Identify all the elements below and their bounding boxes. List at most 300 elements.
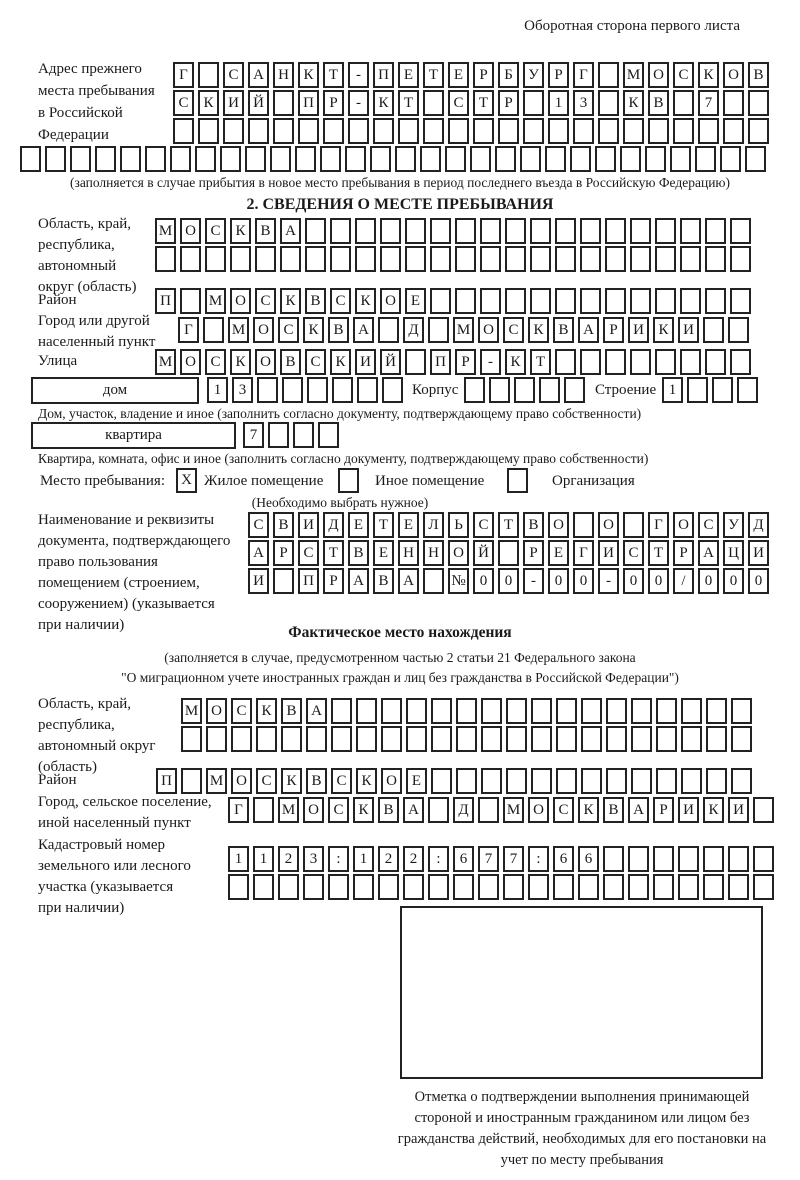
char-cell[interactable]: Е bbox=[348, 512, 369, 538]
char-cell[interactable]: Д bbox=[323, 512, 344, 538]
char-cell[interactable]: 0 bbox=[473, 568, 494, 594]
char-cell[interactable] bbox=[631, 698, 652, 724]
char-cell[interactable]: С bbox=[278, 317, 299, 343]
char-cell[interactable] bbox=[357, 377, 378, 403]
char-cell[interactable] bbox=[373, 118, 394, 144]
char-cell[interactable]: С bbox=[473, 512, 494, 538]
char-cell[interactable] bbox=[703, 874, 724, 900]
char-cell[interactable] bbox=[530, 246, 551, 272]
char-cell[interactable] bbox=[656, 698, 677, 724]
char-cell[interactable]: Д bbox=[453, 797, 474, 823]
char-cell[interactable] bbox=[520, 146, 541, 172]
char-cell[interactable] bbox=[273, 568, 294, 594]
char-cell[interactable] bbox=[531, 726, 552, 752]
char-cell[interactable] bbox=[581, 698, 602, 724]
char-cell[interactable]: Т bbox=[398, 90, 419, 116]
char-cell[interactable]: С bbox=[298, 540, 319, 566]
char-cell[interactable] bbox=[281, 726, 302, 752]
char-cell[interactable] bbox=[405, 246, 426, 272]
char-cell[interactable] bbox=[745, 146, 766, 172]
char-cell[interactable] bbox=[655, 246, 676, 272]
char-cell[interactable] bbox=[398, 118, 419, 144]
char-cell[interactable] bbox=[530, 288, 551, 314]
char-cell[interactable] bbox=[630, 218, 651, 244]
char-cell[interactable]: А bbox=[353, 317, 374, 343]
char-cell[interactable] bbox=[605, 288, 626, 314]
char-cell[interactable]: И bbox=[728, 797, 749, 823]
char-cell[interactable] bbox=[730, 246, 751, 272]
char-cell[interactable] bbox=[453, 874, 474, 900]
char-cell[interactable] bbox=[648, 118, 669, 144]
char-cell[interactable] bbox=[323, 118, 344, 144]
residence-checkbox-inoe[interactable] bbox=[338, 468, 359, 493]
char-cell[interactable]: Н bbox=[273, 62, 294, 88]
char-cell[interactable]: С bbox=[173, 90, 194, 116]
char-cell[interactable] bbox=[748, 118, 769, 144]
char-cell[interactable]: - bbox=[348, 62, 369, 88]
char-cell[interactable] bbox=[405, 218, 426, 244]
char-cell[interactable] bbox=[628, 874, 649, 900]
char-cell[interactable] bbox=[655, 288, 676, 314]
char-cell[interactable]: Е bbox=[405, 288, 426, 314]
char-cell[interactable] bbox=[198, 62, 219, 88]
char-cell[interactable] bbox=[423, 568, 444, 594]
char-cell[interactable]: К bbox=[353, 797, 374, 823]
char-cell[interactable]: В bbox=[305, 288, 326, 314]
char-cell[interactable] bbox=[603, 846, 624, 872]
char-cell[interactable]: А bbox=[628, 797, 649, 823]
char-cell[interactable] bbox=[95, 146, 116, 172]
char-cell[interactable]: К bbox=[505, 349, 526, 375]
char-cell[interactable]: - bbox=[523, 568, 544, 594]
char-cell[interactable] bbox=[545, 146, 566, 172]
char-cell[interactable] bbox=[303, 874, 324, 900]
char-cell[interactable]: О bbox=[648, 62, 669, 88]
char-cell[interactable]: О bbox=[673, 512, 694, 538]
char-cell[interactable] bbox=[320, 146, 341, 172]
char-cell[interactable]: П bbox=[430, 349, 451, 375]
char-cell[interactable]: С bbox=[623, 540, 644, 566]
char-cell[interactable] bbox=[181, 768, 202, 794]
char-cell[interactable]: В bbox=[373, 568, 394, 594]
char-cell[interactable]: Г bbox=[228, 797, 249, 823]
char-cell[interactable]: Т bbox=[473, 90, 494, 116]
char-cell[interactable] bbox=[431, 768, 452, 794]
char-cell[interactable]: 1 bbox=[353, 846, 374, 872]
char-cell[interactable]: С bbox=[205, 349, 226, 375]
char-cell[interactable] bbox=[480, 246, 501, 272]
char-cell[interactable]: М bbox=[205, 288, 226, 314]
char-cell[interactable]: Д bbox=[403, 317, 424, 343]
char-cell[interactable] bbox=[573, 118, 594, 144]
char-cell[interactable] bbox=[455, 246, 476, 272]
char-cell[interactable] bbox=[203, 317, 224, 343]
char-cell[interactable]: С bbox=[255, 288, 276, 314]
char-cell[interactable] bbox=[430, 218, 451, 244]
char-cell[interactable]: С bbox=[698, 512, 719, 538]
char-cell[interactable]: Б bbox=[498, 62, 519, 88]
char-cell[interactable] bbox=[628, 846, 649, 872]
char-cell[interactable]: М bbox=[181, 698, 202, 724]
char-cell[interactable] bbox=[603, 874, 624, 900]
char-cell[interactable] bbox=[228, 874, 249, 900]
char-cell[interactable] bbox=[731, 768, 752, 794]
char-cell[interactable] bbox=[378, 317, 399, 343]
char-cell[interactable] bbox=[680, 218, 701, 244]
char-cell[interactable] bbox=[330, 246, 351, 272]
char-cell[interactable] bbox=[606, 698, 627, 724]
char-cell[interactable] bbox=[431, 726, 452, 752]
char-cell[interactable] bbox=[382, 377, 403, 403]
char-cell[interactable] bbox=[230, 246, 251, 272]
char-cell[interactable]: С bbox=[223, 62, 244, 88]
char-cell[interactable]: Ь bbox=[448, 512, 469, 538]
char-cell[interactable]: Д bbox=[748, 512, 769, 538]
char-cell[interactable] bbox=[555, 246, 576, 272]
char-cell[interactable]: О bbox=[380, 288, 401, 314]
char-cell[interactable] bbox=[345, 146, 366, 172]
char-cell[interactable]: Р bbox=[273, 540, 294, 566]
char-cell[interactable]: Е bbox=[398, 512, 419, 538]
char-cell[interactable] bbox=[656, 768, 677, 794]
char-cell[interactable] bbox=[456, 768, 477, 794]
char-cell[interactable]: О bbox=[548, 512, 569, 538]
char-cell[interactable]: Т bbox=[373, 512, 394, 538]
char-cell[interactable] bbox=[405, 349, 426, 375]
char-cell[interactable]: А bbox=[280, 218, 301, 244]
char-cell[interactable]: В bbox=[328, 317, 349, 343]
char-cell[interactable]: 0 bbox=[498, 568, 519, 594]
char-cell[interactable]: К bbox=[623, 90, 644, 116]
char-cell[interactable] bbox=[505, 288, 526, 314]
char-cell[interactable]: - bbox=[598, 568, 619, 594]
char-cell[interactable] bbox=[480, 218, 501, 244]
char-cell[interactable] bbox=[70, 146, 91, 172]
char-cell[interactable] bbox=[428, 797, 449, 823]
char-cell[interactable]: С bbox=[305, 349, 326, 375]
char-cell[interactable] bbox=[531, 698, 552, 724]
char-cell[interactable] bbox=[256, 726, 277, 752]
char-cell[interactable] bbox=[556, 726, 577, 752]
char-cell[interactable] bbox=[555, 218, 576, 244]
char-cell[interactable]: М bbox=[453, 317, 474, 343]
char-cell[interactable] bbox=[598, 62, 619, 88]
char-cell[interactable] bbox=[555, 349, 576, 375]
char-cell[interactable] bbox=[705, 246, 726, 272]
char-cell[interactable]: К bbox=[578, 797, 599, 823]
char-cell[interactable]: М bbox=[623, 62, 644, 88]
char-cell[interactable] bbox=[706, 768, 727, 794]
char-cell[interactable] bbox=[620, 146, 641, 172]
char-cell[interactable]: Т bbox=[498, 512, 519, 538]
char-cell[interactable] bbox=[705, 288, 726, 314]
char-cell[interactable]: И bbox=[223, 90, 244, 116]
char-cell[interactable]: Н bbox=[398, 540, 419, 566]
char-cell[interactable]: 0 bbox=[748, 568, 769, 594]
char-cell[interactable]: Р bbox=[498, 90, 519, 116]
char-cell[interactable]: Г bbox=[573, 540, 594, 566]
char-cell[interactable]: М bbox=[206, 768, 227, 794]
char-cell[interactable] bbox=[573, 512, 594, 538]
char-cell[interactable]: П bbox=[298, 90, 319, 116]
char-cell[interactable]: Л bbox=[423, 512, 444, 538]
char-cell[interactable] bbox=[723, 90, 744, 116]
char-cell[interactable] bbox=[481, 768, 502, 794]
char-cell[interactable]: С bbox=[256, 768, 277, 794]
char-cell[interactable] bbox=[378, 874, 399, 900]
char-cell[interactable] bbox=[598, 90, 619, 116]
char-cell[interactable]: : bbox=[328, 846, 349, 872]
char-cell[interactable] bbox=[753, 874, 774, 900]
char-cell[interactable]: 7 bbox=[478, 846, 499, 872]
char-cell[interactable] bbox=[205, 246, 226, 272]
char-cell[interactable] bbox=[723, 118, 744, 144]
char-cell[interactable] bbox=[295, 146, 316, 172]
char-cell[interactable] bbox=[253, 874, 274, 900]
char-cell[interactable]: 2 bbox=[403, 846, 424, 872]
char-cell[interactable] bbox=[206, 726, 227, 752]
char-cell[interactable]: Р bbox=[473, 62, 494, 88]
char-cell[interactable] bbox=[514, 377, 535, 403]
char-cell[interactable]: П bbox=[373, 62, 394, 88]
char-cell[interactable] bbox=[578, 874, 599, 900]
char-cell[interactable]: К bbox=[298, 62, 319, 88]
char-cell[interactable] bbox=[548, 118, 569, 144]
char-cell[interactable]: К bbox=[703, 797, 724, 823]
char-cell[interactable]: В bbox=[280, 349, 301, 375]
char-cell[interactable] bbox=[332, 377, 353, 403]
char-cell[interactable] bbox=[556, 768, 577, 794]
char-cell[interactable]: 0 bbox=[698, 568, 719, 594]
char-cell[interactable] bbox=[653, 846, 674, 872]
char-cell[interactable] bbox=[730, 349, 751, 375]
char-cell[interactable]: О bbox=[180, 218, 201, 244]
char-cell[interactable]: В bbox=[281, 698, 302, 724]
char-cell[interactable]: 0 bbox=[548, 568, 569, 594]
char-cell[interactable] bbox=[348, 118, 369, 144]
char-cell[interactable]: И bbox=[248, 568, 269, 594]
char-cell[interactable] bbox=[498, 540, 519, 566]
char-cell[interactable]: А bbox=[398, 568, 419, 594]
char-cell[interactable]: Т bbox=[323, 62, 344, 88]
char-cell[interactable]: 7 bbox=[503, 846, 524, 872]
char-cell[interactable] bbox=[448, 118, 469, 144]
char-cell[interactable]: М bbox=[155, 349, 176, 375]
char-cell[interactable]: Г bbox=[648, 512, 669, 538]
char-cell[interactable] bbox=[20, 146, 41, 172]
char-cell[interactable] bbox=[431, 698, 452, 724]
char-cell[interactable] bbox=[705, 218, 726, 244]
char-cell[interactable]: 1 bbox=[253, 846, 274, 872]
char-cell[interactable] bbox=[464, 377, 485, 403]
char-cell[interactable]: П bbox=[156, 768, 177, 794]
char-cell[interactable] bbox=[623, 118, 644, 144]
char-cell[interactable]: К bbox=[303, 317, 324, 343]
char-cell[interactable]: Е bbox=[448, 62, 469, 88]
char-cell[interactable] bbox=[293, 422, 314, 448]
char-cell[interactable] bbox=[631, 726, 652, 752]
char-cell[interactable] bbox=[581, 768, 602, 794]
char-cell[interactable] bbox=[678, 874, 699, 900]
char-cell[interactable] bbox=[273, 118, 294, 144]
char-cell[interactable]: О bbox=[230, 288, 251, 314]
char-cell[interactable] bbox=[528, 874, 549, 900]
char-cell[interactable]: О bbox=[598, 512, 619, 538]
char-cell[interactable]: 0 bbox=[723, 568, 744, 594]
char-cell[interactable]: О bbox=[448, 540, 469, 566]
char-cell[interactable] bbox=[605, 218, 626, 244]
char-cell[interactable] bbox=[173, 118, 194, 144]
char-cell[interactable]: А bbox=[403, 797, 424, 823]
char-cell[interactable]: С bbox=[231, 698, 252, 724]
char-cell[interactable]: Р bbox=[323, 568, 344, 594]
char-cell[interactable] bbox=[598, 118, 619, 144]
char-cell[interactable] bbox=[455, 288, 476, 314]
char-cell[interactable] bbox=[539, 377, 560, 403]
char-cell[interactable] bbox=[245, 146, 266, 172]
char-cell[interactable]: - bbox=[480, 349, 501, 375]
char-cell[interactable] bbox=[606, 768, 627, 794]
char-cell[interactable] bbox=[630, 246, 651, 272]
apartment-field-box[interactable] bbox=[31, 422, 236, 449]
char-cell[interactable] bbox=[687, 377, 708, 403]
char-cell[interactable]: И bbox=[598, 540, 619, 566]
char-cell[interactable]: / bbox=[673, 568, 694, 594]
char-cell[interactable] bbox=[680, 288, 701, 314]
char-cell[interactable] bbox=[328, 874, 349, 900]
char-cell[interactable]: К bbox=[528, 317, 549, 343]
char-cell[interactable] bbox=[570, 146, 591, 172]
char-cell[interactable]: В bbox=[378, 797, 399, 823]
char-cell[interactable] bbox=[380, 246, 401, 272]
char-cell[interactable]: А bbox=[698, 540, 719, 566]
char-cell[interactable]: Т bbox=[423, 62, 444, 88]
char-cell[interactable] bbox=[673, 90, 694, 116]
char-cell[interactable]: Г bbox=[173, 62, 194, 88]
char-cell[interactable]: А bbox=[248, 540, 269, 566]
char-cell[interactable]: С bbox=[331, 768, 352, 794]
char-cell[interactable] bbox=[655, 218, 676, 244]
char-cell[interactable] bbox=[695, 146, 716, 172]
char-cell[interactable]: К bbox=[698, 62, 719, 88]
char-cell[interactable]: О bbox=[528, 797, 549, 823]
char-cell[interactable] bbox=[753, 797, 774, 823]
char-cell[interactable] bbox=[445, 146, 466, 172]
char-cell[interactable] bbox=[355, 246, 376, 272]
char-cell[interactable] bbox=[720, 146, 741, 172]
char-cell[interactable]: А bbox=[578, 317, 599, 343]
char-cell[interactable] bbox=[523, 90, 544, 116]
char-cell[interactable]: А bbox=[306, 698, 327, 724]
char-cell[interactable] bbox=[255, 246, 276, 272]
char-cell[interactable] bbox=[731, 726, 752, 752]
char-cell[interactable] bbox=[564, 377, 585, 403]
char-cell[interactable] bbox=[730, 288, 751, 314]
char-cell[interactable] bbox=[481, 698, 502, 724]
char-cell[interactable] bbox=[606, 726, 627, 752]
char-cell[interactable] bbox=[712, 377, 733, 403]
char-cell[interactable]: С bbox=[248, 512, 269, 538]
char-cell[interactable] bbox=[680, 349, 701, 375]
char-cell[interactable] bbox=[278, 874, 299, 900]
char-cell[interactable] bbox=[257, 377, 278, 403]
char-cell[interactable]: - bbox=[348, 90, 369, 116]
char-cell[interactable] bbox=[180, 246, 201, 272]
char-cell[interactable]: И bbox=[298, 512, 319, 538]
char-cell[interactable]: О bbox=[231, 768, 252, 794]
char-cell[interactable] bbox=[681, 768, 702, 794]
char-cell[interactable]: К bbox=[373, 90, 394, 116]
char-cell[interactable] bbox=[270, 146, 291, 172]
char-cell[interactable] bbox=[698, 118, 719, 144]
char-cell[interactable] bbox=[282, 377, 303, 403]
char-cell[interactable] bbox=[480, 288, 501, 314]
char-cell[interactable] bbox=[737, 377, 758, 403]
char-cell[interactable]: 3 bbox=[303, 846, 324, 872]
char-cell[interactable] bbox=[581, 726, 602, 752]
char-cell[interactable]: К bbox=[653, 317, 674, 343]
char-cell[interactable]: О bbox=[478, 317, 499, 343]
char-cell[interactable] bbox=[306, 726, 327, 752]
char-cell[interactable]: С bbox=[553, 797, 574, 823]
char-cell[interactable]: М bbox=[228, 317, 249, 343]
house-field-box[interactable] bbox=[31, 377, 199, 404]
char-cell[interactable]: И bbox=[678, 317, 699, 343]
char-cell[interactable] bbox=[645, 146, 666, 172]
char-cell[interactable] bbox=[331, 726, 352, 752]
char-cell[interactable] bbox=[395, 146, 416, 172]
char-cell[interactable]: К bbox=[230, 218, 251, 244]
char-cell[interactable] bbox=[605, 246, 626, 272]
char-cell[interactable]: Р bbox=[673, 540, 694, 566]
char-cell[interactable] bbox=[381, 698, 402, 724]
char-cell[interactable] bbox=[195, 146, 216, 172]
char-cell[interactable] bbox=[423, 118, 444, 144]
char-cell[interactable] bbox=[623, 512, 644, 538]
char-cell[interactable] bbox=[503, 874, 524, 900]
char-cell[interactable] bbox=[681, 726, 702, 752]
residence-checkbox-org[interactable] bbox=[507, 468, 528, 493]
char-cell[interactable]: К bbox=[356, 768, 377, 794]
char-cell[interactable] bbox=[253, 797, 274, 823]
char-cell[interactable] bbox=[523, 118, 544, 144]
char-cell[interactable]: Е bbox=[398, 62, 419, 88]
char-cell[interactable] bbox=[630, 288, 651, 314]
char-cell[interactable] bbox=[430, 288, 451, 314]
char-cell[interactable] bbox=[506, 768, 527, 794]
char-cell[interactable] bbox=[580, 349, 601, 375]
char-cell[interactable]: 0 bbox=[648, 568, 669, 594]
char-cell[interactable] bbox=[145, 146, 166, 172]
char-cell[interactable]: С bbox=[328, 797, 349, 823]
char-cell[interactable]: 0 bbox=[573, 568, 594, 594]
char-cell[interactable]: Г bbox=[178, 317, 199, 343]
char-cell[interactable] bbox=[678, 846, 699, 872]
char-cell[interactable]: Е bbox=[406, 768, 427, 794]
char-cell[interactable]: Н bbox=[423, 540, 444, 566]
char-cell[interactable] bbox=[580, 246, 601, 272]
char-cell[interactable]: О bbox=[255, 349, 276, 375]
char-cell[interactable] bbox=[506, 698, 527, 724]
char-cell[interactable]: В bbox=[348, 540, 369, 566]
char-cell[interactable]: М bbox=[155, 218, 176, 244]
char-cell[interactable] bbox=[470, 146, 491, 172]
char-cell[interactable] bbox=[406, 726, 427, 752]
char-cell[interactable] bbox=[420, 146, 441, 172]
char-cell[interactable]: И bbox=[678, 797, 699, 823]
char-cell[interactable]: 6 bbox=[553, 846, 574, 872]
char-cell[interactable]: Р bbox=[455, 349, 476, 375]
